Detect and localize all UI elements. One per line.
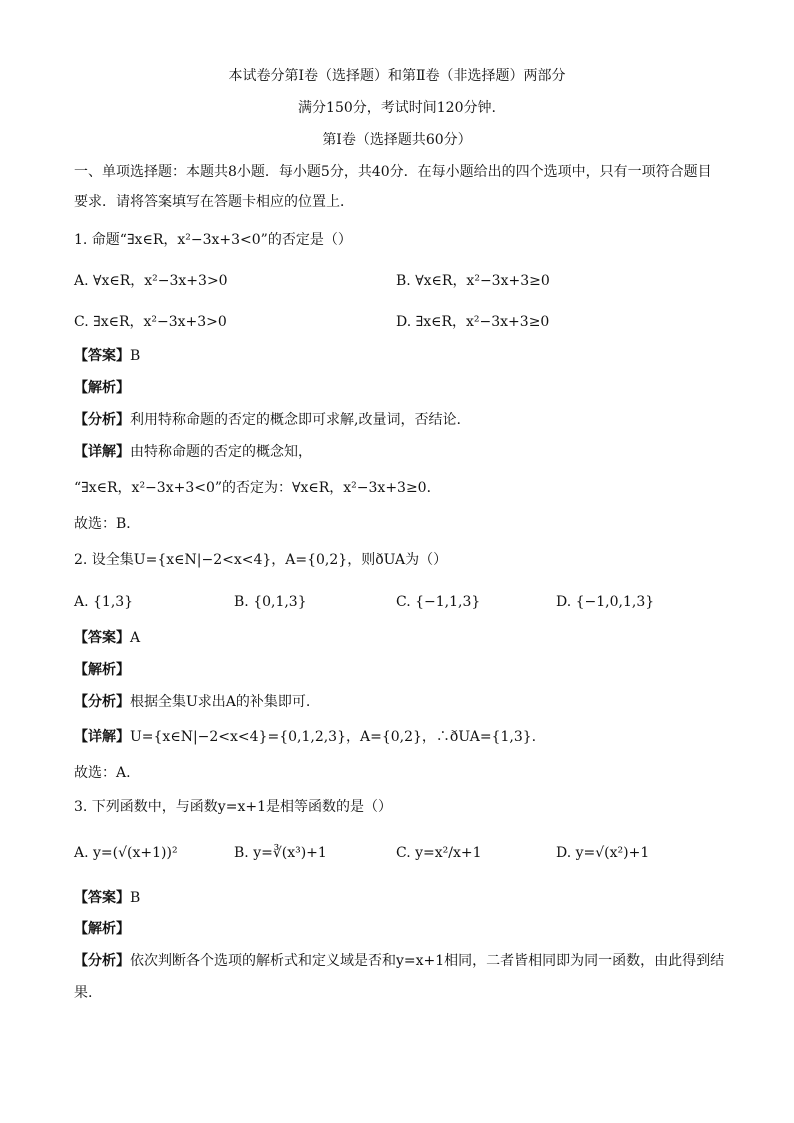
q2-stem: 2. 设全集U={x∈N|−2<x<4}，A={0,2}，则ðUA为（） (74, 552, 448, 568)
q2-answer: A (130, 630, 141, 646)
q2-analysis-tag (74, 660, 130, 680)
header-line-1: 本试卷分第Ⅰ卷（选择题）和第Ⅱ卷（非选择题）两部分 (228, 68, 566, 84)
q1-option-b: B. ∀x∈R，x²−3x+3≥0 (396, 273, 550, 289)
q2-option-d: D. {−1,0,1,3} (556, 594, 655, 610)
analysis-tag: 【解析】 (74, 662, 130, 678)
q2-choose: 故选：A. (74, 765, 131, 781)
q1-choose: 故选：B． (74, 516, 141, 532)
fenxi-tag: 【分析】 (74, 953, 130, 969)
section-intro-line-2: 要求．请将答案填写在答题卡相应的位置上． (74, 194, 354, 210)
q1-answer-row (74, 346, 140, 366)
answer-tag: 【答案】 (74, 348, 130, 364)
q2-fenxi: 根据全集U求出A的补集即可. (130, 694, 311, 710)
q3-answer: B (130, 890, 141, 906)
q1-option-c: C. ∃x∈R，x²−3x+3>0 (74, 314, 227, 330)
q3-stem: 3. 下列函数中，与函数y=x+1是相等函数的是（） (74, 799, 392, 815)
q3-option-a: A. y=(√(x+1))² (74, 845, 178, 861)
q1-fenxi: 利用特称命题的否定的概念即可求解,改量词，否结论. (130, 412, 461, 428)
q3-analysis-tag (74, 919, 130, 939)
fenxi-tag: 【分析】 (74, 694, 130, 710)
q2-option-c: C. {−1,1,3} (396, 594, 481, 610)
fenxi-tag: 【分析】 (74, 412, 130, 428)
header-line-3: 第Ⅰ卷（选择题共60分） (322, 132, 472, 148)
q2-answer-row (74, 628, 140, 648)
q1-option-d: D. ∃x∈R，x²−3x+3≥0 (396, 314, 550, 330)
q3-option-d: D. y=√(x²)+1 (556, 845, 650, 861)
q1-analysis-tag (74, 378, 130, 398)
xiangjie-tag: 【详解】 (74, 729, 130, 745)
analysis-tag: 【解析】 (74, 921, 130, 937)
q3-answer-row (74, 888, 140, 908)
q2-fenxi-row (74, 692, 310, 712)
q2-xiangjie: U={x∈N|−2<x<4}={0,1,2,3}，A={0,2}，∴ðUA={1,3}. (130, 729, 537, 745)
section-intro-line-1: 一、单项选择题：本题共8小题．每小题5分，共40分．在每小题给出的四个选项中，只有一项符合题目 (74, 164, 712, 180)
header-line-2: 满分150分，考试时间120分钟. (298, 100, 496, 116)
q1-fenxi-row (74, 410, 461, 430)
answer-tag: 【答案】 (74, 630, 130, 646)
q1-option-a: A. ∀x∈R，x²−3x+3>0 (74, 273, 228, 289)
q1-stem: 1. 命题“∃x∈R，x²−3x+3<0”的否定是（） (74, 232, 352, 248)
q2-xiangjie-row (74, 727, 536, 747)
q3-fenxi-line-1: 依次判断各个选项的解析式和定义域是否和y=x+1相同，二者皆相同即为同一函数，由此得到结 (130, 953, 725, 969)
q1-xiangjie: 由特称命题的否定的概念知， (130, 444, 312, 460)
q1-answer: B (130, 348, 141, 364)
q1-detail: “∃x∈R，x²−3x+3<0”的否定为：∀x∈R，x²−3x+3≥0． (74, 480, 441, 496)
q2-option-b: B. {0,1,3} (234, 594, 307, 610)
answer-tag: 【答案】 (74, 890, 130, 906)
q3-fenxi-row (74, 951, 724, 971)
q2-option-a: A. {1,3} (74, 594, 134, 610)
q3-option-c: C. y=x²/x+1 (396, 845, 482, 861)
q1-xiangjie-row (74, 442, 312, 462)
analysis-tag: 【解析】 (74, 380, 130, 396)
xiangjie-tag: 【详解】 (74, 444, 130, 460)
q3-fenxi-line-2: 果. (74, 985, 93, 1001)
q3-option-b: B. y=∛(x³)+1 (234, 845, 327, 861)
